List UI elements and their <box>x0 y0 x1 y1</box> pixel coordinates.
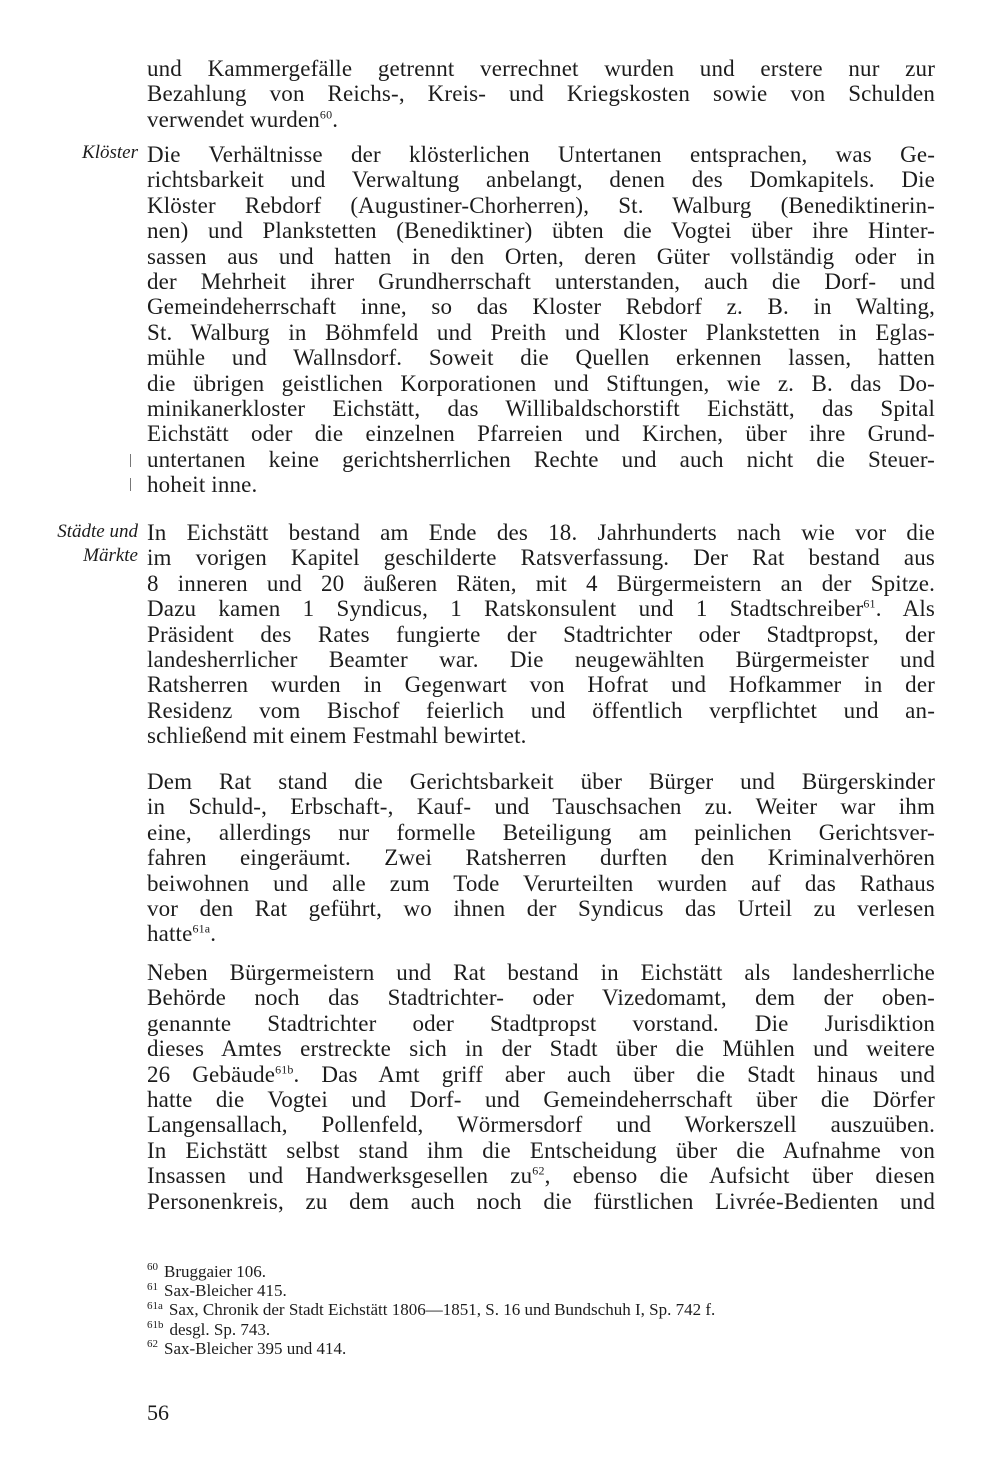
margin-note-kloester: Klöster <box>82 142 138 163</box>
margin-tick-mark <box>130 454 131 467</box>
text-line: untertanen keine gerichtsherrlichen Rechte und auch nicht die Steuer- <box>147 446 935 472</box>
text-line: minikanerkloster Eichstätt, das Willibaldschorstift Eichstätt, das Spital <box>147 395 935 421</box>
text-line <box>147 1062 935 1087</box>
footnote-number: 61 <box>147 1280 158 1293</box>
footnote-marker: 61b <box>275 1061 294 1076</box>
text-line: schließend mit einem Festmahl bewirtet. <box>147 723 527 749</box>
text-line: 8 inneren und 20 äußeren Räten, mit 4 Bürgermeistern an der Spitze. <box>147 570 935 596</box>
text-line: dieses Amtes erstreckte sich in der Stadt über die Mühlen und weitere <box>147 1036 935 1062</box>
text-line: Residenz vom Bischof feierlich und öffentlich verpflichtet und an- <box>147 697 935 723</box>
text-line: nen) und Plankstetten (Benediktiner) übten die Vogtei über ihre Hinter- <box>147 218 935 244</box>
footnote-number: 61b <box>147 1318 164 1331</box>
footnote-text: Sax-Bleicher 395 und 414. <box>164 1338 347 1358</box>
footnote-text: Bruggaier 106. <box>164 1262 266 1281</box>
text-line: In Eichstätt bestand am Ende des 18. Jahrhunderts nach wie vor die <box>147 520 935 545</box>
text-fragment: Dazu kamen 1 Syndicus, 1 Ratskonsulent und 1 Stadtschreiber <box>147 596 864 622</box>
text-fragment: . Das Amt griff aber auch über die Stadt hinaus und <box>293 1061 935 1087</box>
text-line: In Eichstätt selbst stand ihm die Entscheidung über die Aufnahme von <box>147 1137 935 1163</box>
text-line: mühle und Wallnsdorf. Soweit die Quellen erkennen lassen, hatten <box>147 345 935 371</box>
text-fragment: verwendet wurden <box>147 106 320 132</box>
footnote <box>147 1300 937 1319</box>
footnote <box>147 1281 937 1300</box>
text-line: genannte Stadtrichter oder Stadtpropst vorstand. Die Jurisdiktion <box>147 1010 935 1036</box>
text-fragment: Insassen und Handwerksgesellen zu <box>147 1163 533 1189</box>
text-line: Neben Bürgermeistern und Rat bestand in Eichstätt als landesherrliche <box>147 960 935 985</box>
text-line: die übrigen geistlichen Korporationen und Stiftungen, wie z. B. das Do- <box>147 370 935 396</box>
text-line: Eichstätt oder die einzelnen Pfarreien und Kirchen, über ihre Grund- <box>147 421 935 447</box>
text-line: Klöster Rebdorf (Augustiner-Chorherren), St. Walburg (Benediktinerin- <box>147 192 935 218</box>
text-line: landesherrlicher Beamter war. Die neugewählten Bürgermeister und <box>147 646 935 672</box>
text-line <box>147 107 935 132</box>
text-line: Gemeindeherrschaft inne, so das Kloster Rebdorf z. B. in Walting, <box>147 294 935 320</box>
text-line <box>147 1163 935 1188</box>
footnote-text: desgl. Sp. 743. <box>169 1319 271 1339</box>
text-fragment: 26 Gebäude <box>147 1061 276 1087</box>
text-line: beiwohnen und alle zum Tode Verurteilten wurden auf das Rathaus <box>147 870 935 896</box>
margin-note-staedte: Städte und <box>57 521 138 542</box>
text-line: richtsbarkeit und Verwaltung anbelangt, denen des Domkapitels. Die <box>147 167 935 193</box>
footnote-number: 61a <box>147 1299 163 1312</box>
text-fragment: , ebenso die Aufsicht über diesen <box>544 1163 935 1189</box>
text-line: Behörde noch das Stadtrichter- oder Vizedomamt, dem der oben- <box>147 985 935 1011</box>
text-line: Personenkreis, zu dem auch noch die fürstlichen Livrée-Bedienten und <box>147 1188 935 1214</box>
footnote <box>147 1262 937 1281</box>
footnote <box>147 1320 937 1339</box>
text-line: hoheit inne. <box>147 472 258 498</box>
footnote-text: Sax, Chronik der Stadt Eichstätt 1806—1851, S. 16 und Bundschuh I, Sp. 742 f. <box>168 1300 716 1320</box>
margin-note-maerkte: Märkte <box>83 545 138 566</box>
text-fragment: hatte <box>147 921 193 947</box>
text-line: der Mehrheit ihrer Grundherrschaft unterstanden, auch die Dorf- und <box>147 268 935 294</box>
text-fragment: . <box>332 106 339 132</box>
text-line: fahren eingeräumt. Zwei Ratsherren durften den Kriminalverhören <box>147 845 935 871</box>
text-line: in Schuld-, Erbschaft-, Kauf- und Tauschsachen zu. Weiter war ihm <box>147 794 935 820</box>
footnotes <box>147 1262 937 1358</box>
footnote-text: Sax-Bleicher 415. <box>164 1281 287 1301</box>
paragraph-2 <box>147 142 935 497</box>
text-fragment: . <box>210 921 217 947</box>
footnote-marker: 61a <box>192 921 211 936</box>
text-line: St. Walburg in Böhmfeld und Preith und Kloster Plankstetten in Eglas- <box>147 319 935 345</box>
text-line: Ratsherren wurden in Gegenwart von Hofrat und Hofkammer in der <box>147 672 935 698</box>
text-line <box>147 596 935 621</box>
footnote-number: 60 <box>147 1261 158 1274</box>
page-number: 56 <box>147 1400 169 1425</box>
paragraph-1 <box>147 56 935 132</box>
footnote <box>147 1339 937 1358</box>
footnote-marker: 62 <box>532 1163 545 1178</box>
paragraph-3 <box>147 520 935 749</box>
footnote-marker: 61 <box>863 596 876 611</box>
paragraph-4 <box>147 769 935 947</box>
text-line <box>147 921 935 946</box>
text-line: Bezahlung von Reichs-, Kreis- und Kriegskosten sowie von Schulden <box>147 81 935 107</box>
text-line: Langensallach, Pollenfeld, Wörmersdorf und Workerszell auszuüben. <box>147 1112 935 1138</box>
text-line: Präsident des Rates fungierte der Stadtrichter oder Stadtpropst, der <box>147 621 935 647</box>
text-line: im vorigen Kapitel geschilderte Ratsverfassung. Der Rat bestand aus <box>147 545 935 571</box>
text-line: vor den Rat geführt, wo ihnen der Syndicus das Urteil zu verlesen <box>147 895 935 921</box>
text-line: eine, allerdings nur formelle Beteiligung am peinlichen Gerichtsver- <box>147 819 935 845</box>
margin-tick-mark <box>130 478 131 491</box>
text-line: Die Verhältnisse der klösterlichen Untertanen entsprachen, was Ge- <box>147 142 935 167</box>
footnote-number: 62 <box>147 1338 158 1351</box>
paragraph-5 <box>147 960 935 1214</box>
text-line: Dem Rat stand die Gerichtsbarkeit über Bürger und Bürgerskinder <box>147 769 935 794</box>
text-line: hatte die Vogtei und Dorf- und Gemeindeherrschaft über die Dörfer <box>147 1086 935 1112</box>
footnote-marker: 60 <box>319 107 333 122</box>
text-line: und Kammergefälle getrennt verrechnet wurden und erstere nur zur <box>147 56 935 81</box>
text-fragment: . Als <box>875 596 935 622</box>
text-line: sassen aus und hatten in den Orten, deren Güter vollständig oder in <box>147 243 935 269</box>
